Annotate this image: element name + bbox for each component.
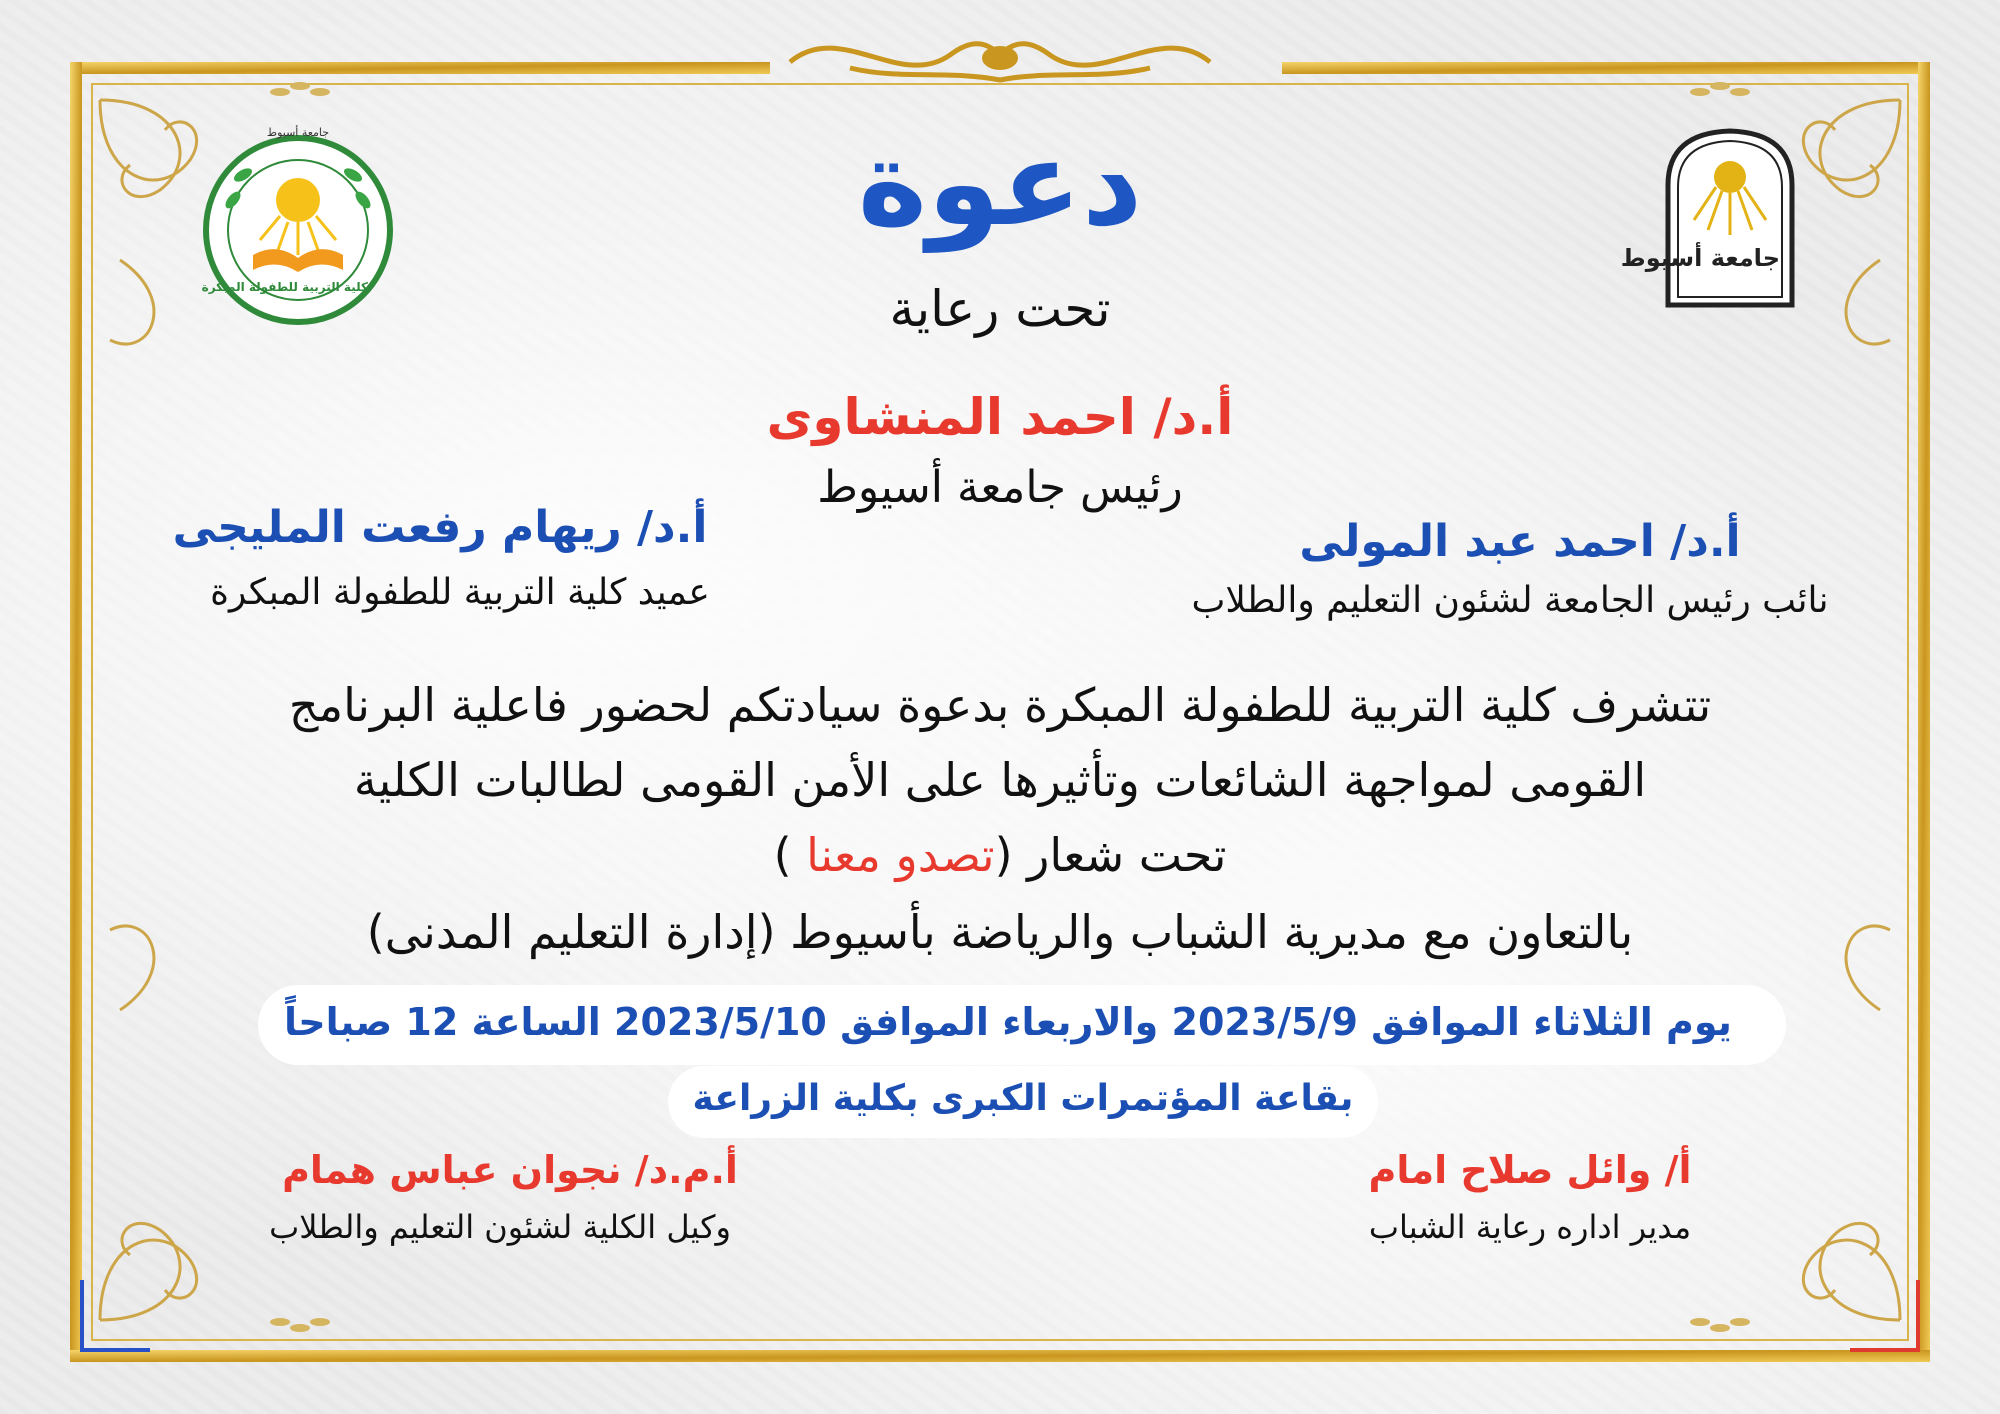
body-line-2: القومى لمواجهة الشائعات وتأثيرها على الأمن القومى لطالبات الكلية	[353, 753, 1647, 807]
event-date: يوم الثلاثاء الموافق 2023/5/9 والاربعاء الموافق 2023/5/10 الساعة 12 صباحاً	[284, 1000, 1732, 1044]
university-logo-text: جامعة أسيوط	[1620, 244, 1780, 272]
vice-president-name: أ.د/ احمد عبد المولى	[1299, 516, 1741, 567]
body-line-4: بالتعاون مع مديرية الشباب والرياضة بأسيوط (إدارة التعليم المدنى)	[366, 905, 1634, 959]
body-line-1: تتشرف كلية التربية للطفولة المبكرة بدعوة سيادتكم لحضور فاعلية البرنامج	[288, 678, 1712, 732]
youth-director-title: مدير اداره رعاية الشباب	[1368, 1208, 1692, 1246]
vice-dean-title: وكيل الكلية لشئون التعليم والطلاب	[269, 1208, 731, 1246]
faculty-logo-ring-text: كلية التربية للطفولة المبكرة	[201, 280, 368, 294]
event-place: بقاعة المؤتمرات الكبرى بكلية الزراعة	[692, 1078, 1354, 1119]
president-title: رئيس جامعة أسيوط	[817, 462, 1183, 513]
patronage-label: تحت رعاية	[889, 280, 1111, 338]
dean-name: أ.د/ ريهام رفعت المليجى	[172, 502, 708, 553]
youth-director-name: أ/ وائل صلاح امام	[1368, 1148, 1692, 1192]
invitation-title: دعوة	[857, 114, 1143, 252]
president-name: أ.د/ احمد المنشاوى	[766, 388, 1234, 446]
slogan-text: تصدو معنا	[806, 828, 995, 882]
vice-president-title: نائب رئيس الجامعة لشئون التعليم والطلاب	[1191, 580, 1829, 621]
university-logo	[1620, 125, 1800, 310]
faculty-logo-top-text: جامعة أسيوط	[266, 126, 330, 139]
dean-title: عميد كلية التربية للطفولة المبكرة	[210, 572, 710, 613]
body-line-3	[100, 828, 1900, 882]
faculty-logo	[198, 126, 398, 330]
vice-dean-name: أ.م.د/ نجوان عباس همام	[282, 1148, 738, 1192]
slogan-suffix: )	[773, 828, 807, 882]
slogan-prefix: تحت شعار (	[994, 828, 1227, 882]
